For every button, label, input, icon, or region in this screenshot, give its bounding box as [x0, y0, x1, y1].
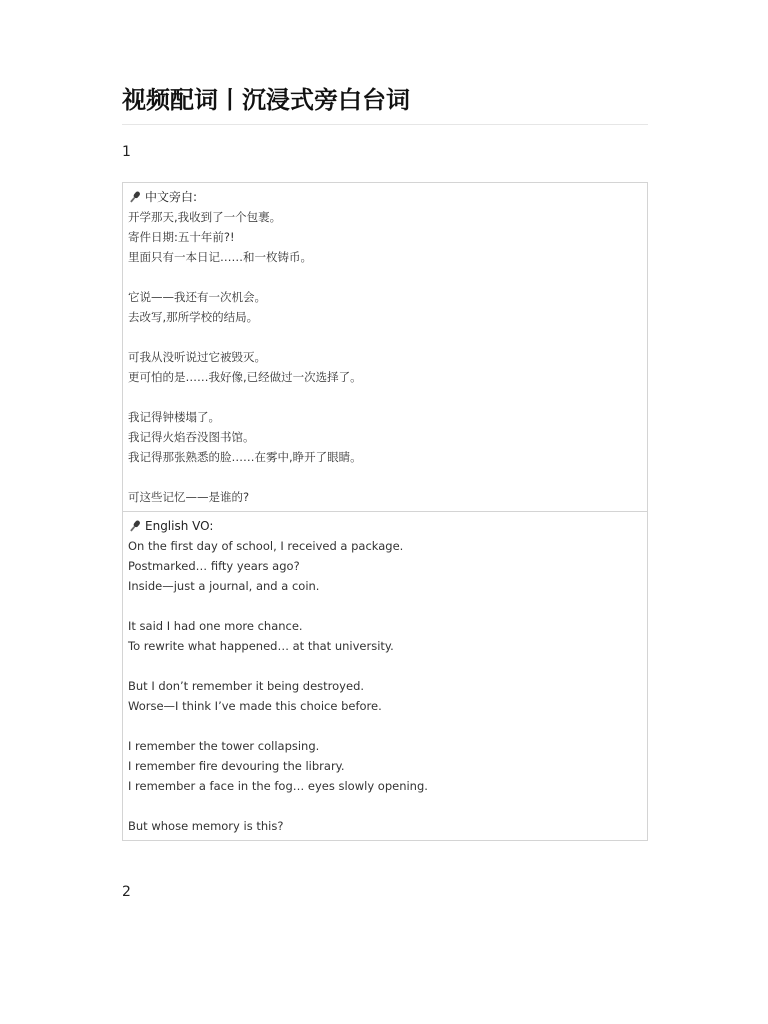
english-line: But whose memory is this?: [128, 819, 284, 833]
chinese-line: 可这些记忆——是谁的?: [128, 490, 250, 504]
english-line-blank: [128, 796, 647, 816]
chinese-voiceover-label: 中文旁白:: [145, 190, 198, 204]
section-number-1: 1: [122, 144, 131, 160]
chinese-line: 去改写,那所学校的结局。: [128, 310, 259, 324]
chinese-line: 里面只有一本日记……和一枚铸币。: [128, 250, 312, 264]
chinese-line: 我记得钟楼塌了。: [128, 410, 220, 424]
english-line: But I don’t remember it being destroyed.: [128, 679, 365, 693]
english-lines: [128, 536, 647, 836]
chinese-line-blank: [128, 467, 647, 487]
english-line: To rewrite what happened… at that university.: [128, 639, 394, 653]
english-line: Worse—I think I’ve made this choice before.: [128, 699, 382, 713]
english-line: I remember the tower collapsing.: [128, 739, 320, 753]
english-line: I remember a face in the fog… eyes slowly opening.: [128, 779, 428, 793]
microphone-icon: [128, 519, 142, 533]
page-title: 视频配词丨沉浸式旁白台词: [122, 86, 410, 114]
english-line: On the first day of school, I received a package.: [128, 539, 404, 553]
section-number-2: 2: [122, 884, 131, 900]
english-line: I remember fire devouring the library.: [128, 759, 345, 773]
chinese-voiceover-cell: [123, 183, 647, 512]
chinese-line: 我记得那张熟悉的脸……在雾中,睁开了眼睛。: [128, 450, 362, 464]
english-voiceover-header: [128, 516, 647, 536]
english-voiceover-cell: [123, 512, 647, 840]
chinese-line: 开学那天,我收到了一个包裹。: [128, 210, 282, 224]
english-line: Inside—just a journal, and a coin.: [128, 579, 320, 593]
chinese-line-blank: [128, 327, 647, 347]
chinese-line: 寄件日期:五十年前?!: [128, 230, 235, 244]
chinese-line: 可我从没听说过它被毁灭。: [128, 350, 266, 364]
english-line: It said I had one more chance.: [128, 619, 303, 633]
chinese-line: 它说——我还有一次机会。: [128, 290, 266, 304]
chinese-line: 我记得火焰吞没图书馆。: [128, 430, 255, 444]
chinese-lines: [128, 207, 647, 507]
english-voiceover-label: English VO:: [145, 519, 214, 533]
english-line-blank: [128, 656, 647, 676]
chinese-line-blank: [128, 387, 647, 407]
voiceover-table: [122, 182, 648, 841]
chinese-voiceover-header: [128, 187, 647, 207]
english-line: Postmarked… fifty years ago?: [128, 559, 300, 573]
english-line-blank: [128, 596, 647, 616]
chinese-line: 更可怕的是……我好像,已经做过一次选择了。: [128, 370, 362, 384]
title-divider: [122, 124, 648, 125]
chinese-line-blank: [128, 267, 647, 287]
english-line-blank: [128, 716, 647, 736]
microphone-icon: [128, 190, 142, 204]
